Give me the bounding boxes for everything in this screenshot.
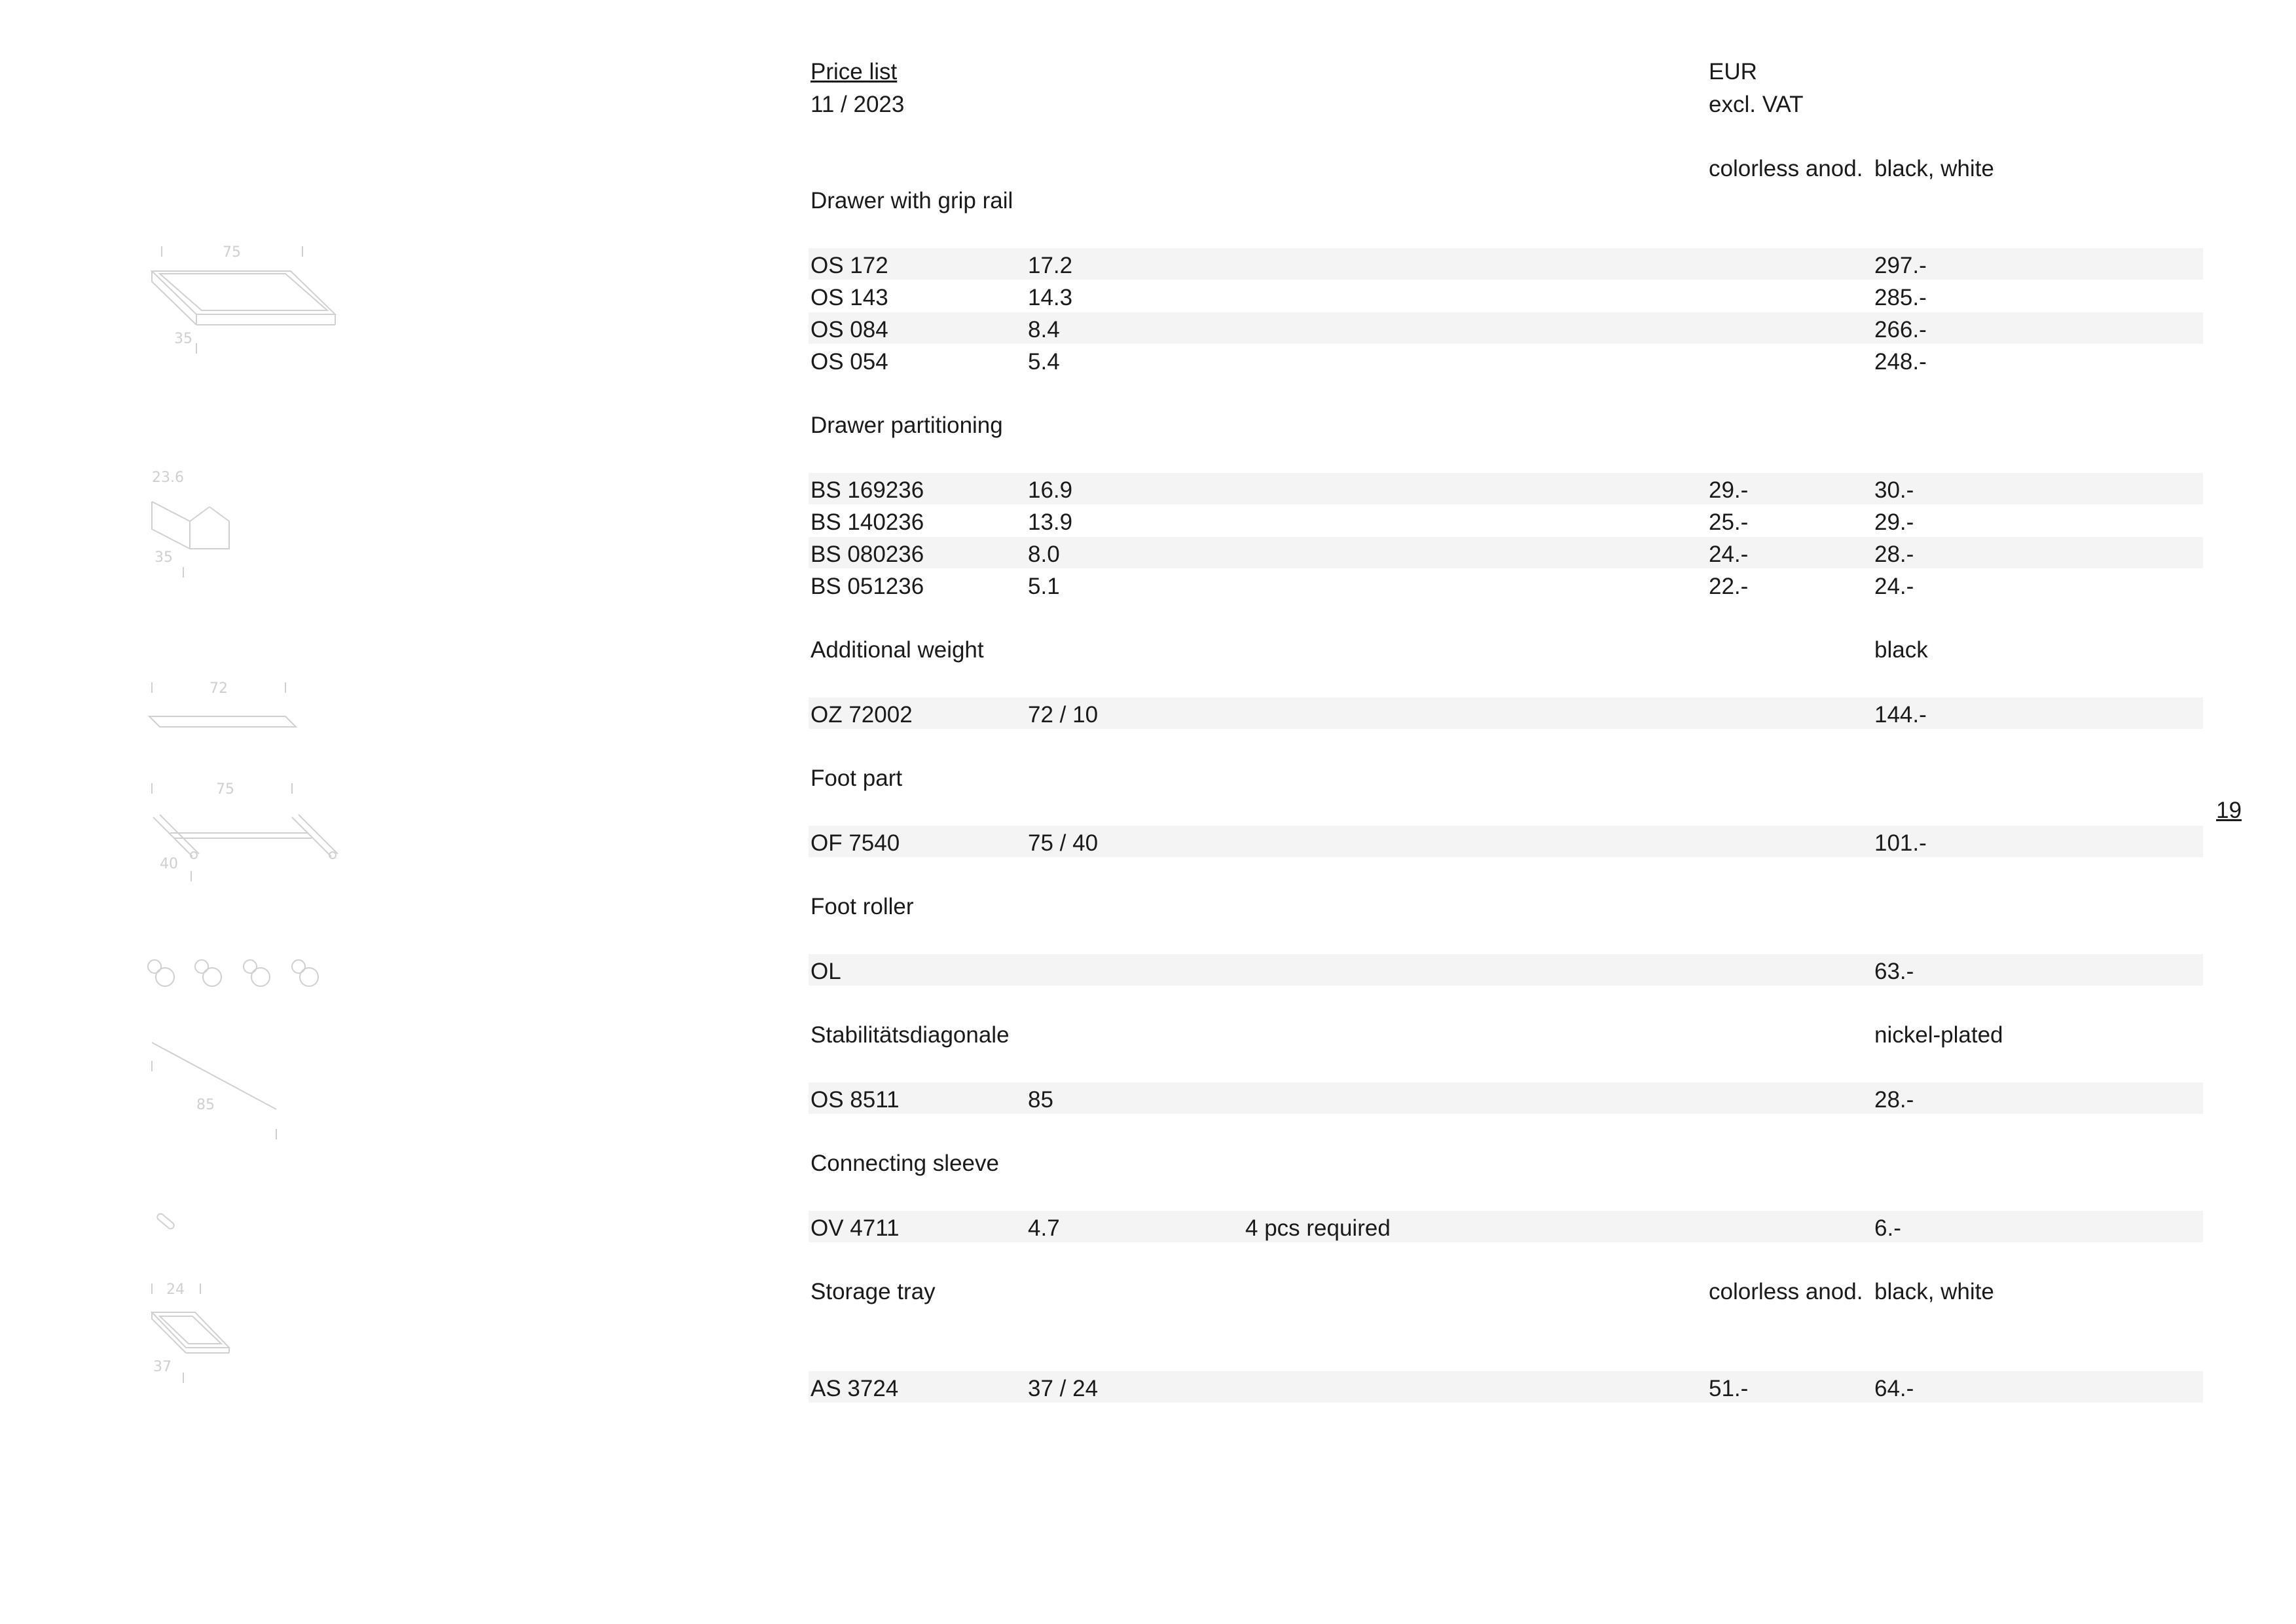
row-price-colorless: 51.- bbox=[1709, 1376, 1749, 1401]
foot-sketch-icon bbox=[152, 781, 338, 881]
row-code: BS 169236 bbox=[811, 477, 924, 503]
row-band bbox=[809, 312, 2203, 344]
drawer-dim-top: 75 bbox=[223, 244, 241, 261]
row-price-colorless: 24.- bbox=[1709, 542, 1749, 567]
row-code: BS 051236 bbox=[811, 574, 924, 599]
tray-dim-top: 24 bbox=[166, 1282, 185, 1298]
row-price: 266.- bbox=[1874, 317, 1927, 342]
col-header-colorless: colorless anod. bbox=[1709, 1279, 1863, 1304]
row-price: 24.- bbox=[1874, 574, 1914, 599]
product-sketches bbox=[0, 0, 393, 1441]
partition-dim-side: 35 bbox=[155, 549, 173, 566]
drawer-dim-side: 35 bbox=[174, 331, 192, 347]
row-size: 5.1 bbox=[1028, 574, 1060, 599]
foot-dim-side: 40 bbox=[160, 856, 178, 872]
row-price: 285.- bbox=[1874, 285, 1927, 310]
col-header-black: black bbox=[1874, 637, 1928, 663]
col-header-black-white: black, white bbox=[1874, 156, 1994, 181]
tax-note: excl. VAT bbox=[1709, 92, 1804, 117]
partition-dim-top: 23.6 bbox=[152, 470, 184, 486]
section-title-sleeve: Connecting sleeve bbox=[811, 1151, 999, 1176]
currency-label: EUR bbox=[1709, 59, 1757, 84]
row-size: 16.9 bbox=[1028, 477, 1073, 503]
row-price: 64.- bbox=[1874, 1376, 1914, 1401]
row-size: 37 / 24 bbox=[1028, 1376, 1099, 1401]
section-title-weight: Additional weight bbox=[811, 637, 984, 663]
row-size: 4.7 bbox=[1028, 1215, 1060, 1241]
row-band bbox=[809, 1211, 2203, 1242]
row-code: OF 7540 bbox=[811, 830, 900, 856]
row-band bbox=[809, 473, 2203, 504]
partition-sketch-icon bbox=[152, 470, 229, 578]
row-price: 63.- bbox=[1874, 959, 1914, 984]
row-size: 5.4 bbox=[1028, 349, 1060, 375]
foot-dim-top: 75 bbox=[216, 781, 234, 798]
diagonal-sketch-icon bbox=[152, 1043, 276, 1139]
row-code: OS 054 bbox=[811, 349, 888, 375]
row-size: 13.9 bbox=[1028, 509, 1073, 535]
row-code: OL bbox=[811, 959, 841, 984]
section-title-tray: Storage tray bbox=[811, 1279, 936, 1304]
row-price: 144.- bbox=[1874, 702, 1927, 728]
row-size: 8.0 bbox=[1028, 542, 1060, 567]
page-number: 19 bbox=[2216, 798, 2242, 823]
row-size: 85 bbox=[1028, 1087, 1053, 1113]
row-price: 29.- bbox=[1874, 509, 1914, 535]
row-code: OZ 72002 bbox=[811, 702, 913, 728]
row-size: 17.2 bbox=[1028, 253, 1073, 278]
row-price: 101.- bbox=[1874, 830, 1927, 856]
row-code: BS 080236 bbox=[811, 542, 924, 567]
row-band bbox=[809, 697, 2203, 729]
row-price: 248.- bbox=[1874, 349, 1927, 375]
row-price-colorless: 29.- bbox=[1709, 477, 1749, 503]
row-band bbox=[809, 1371, 2203, 1403]
roller-sketch-icon bbox=[148, 960, 318, 986]
row-price: 6.- bbox=[1874, 1215, 1901, 1241]
row-band bbox=[809, 248, 2203, 280]
section-title-foot-part: Foot part bbox=[811, 766, 903, 791]
row-price: 28.- bbox=[1874, 542, 1914, 567]
price-list-date: 11 / 2023 bbox=[811, 92, 905, 117]
row-code: OS 143 bbox=[811, 285, 888, 310]
row-band bbox=[809, 826, 2203, 857]
row-band bbox=[809, 537, 2203, 568]
tray-sketch-icon bbox=[152, 1282, 229, 1383]
section-title-partitioning: Drawer partitioning bbox=[811, 413, 1003, 438]
row-size: 8.4 bbox=[1028, 317, 1060, 342]
drawer-sketch-icon bbox=[152, 244, 335, 354]
row-price-colorless: 22.- bbox=[1709, 574, 1749, 599]
row-size: 75 / 40 bbox=[1028, 830, 1099, 856]
col-header-black-white: black, white bbox=[1874, 1279, 1994, 1304]
row-price: 30.- bbox=[1874, 477, 1914, 503]
row-size: 14.3 bbox=[1028, 285, 1073, 310]
weight-sketch-icon bbox=[149, 680, 296, 727]
col-header-colorless: colorless anod. bbox=[1709, 156, 1863, 181]
weight-dim-top: 72 bbox=[210, 680, 228, 697]
section-title-drawer: Drawer with grip rail bbox=[811, 188, 1013, 213]
row-code: BS 140236 bbox=[811, 509, 924, 535]
row-code: OS 172 bbox=[811, 253, 888, 278]
col-header-nickel: nickel-plated bbox=[1874, 1022, 2003, 1048]
row-price-colorless: 25.- bbox=[1709, 509, 1749, 535]
row-band bbox=[809, 1082, 2203, 1114]
diagonal-dim: 85 bbox=[196, 1097, 215, 1113]
price-list-title: Price list bbox=[811, 59, 898, 84]
sleeve-sketch-icon bbox=[156, 1213, 175, 1230]
row-note: 4 pcs required bbox=[1245, 1215, 1391, 1241]
row-code: OS 8511 bbox=[811, 1087, 900, 1113]
tray-dim-side: 37 bbox=[153, 1359, 172, 1375]
row-band bbox=[809, 954, 2203, 986]
section-title-diagonal: Stabilitätsdiagonale bbox=[811, 1022, 1010, 1048]
row-code: OS 084 bbox=[811, 317, 888, 342]
section-title-foot-roller: Foot roller bbox=[811, 894, 914, 919]
row-size: 72 / 10 bbox=[1028, 702, 1099, 728]
row-price: 28.- bbox=[1874, 1087, 1914, 1113]
row-price: 297.- bbox=[1874, 253, 1927, 278]
row-code: AS 3724 bbox=[811, 1376, 899, 1401]
row-code: OV 4711 bbox=[811, 1215, 900, 1241]
